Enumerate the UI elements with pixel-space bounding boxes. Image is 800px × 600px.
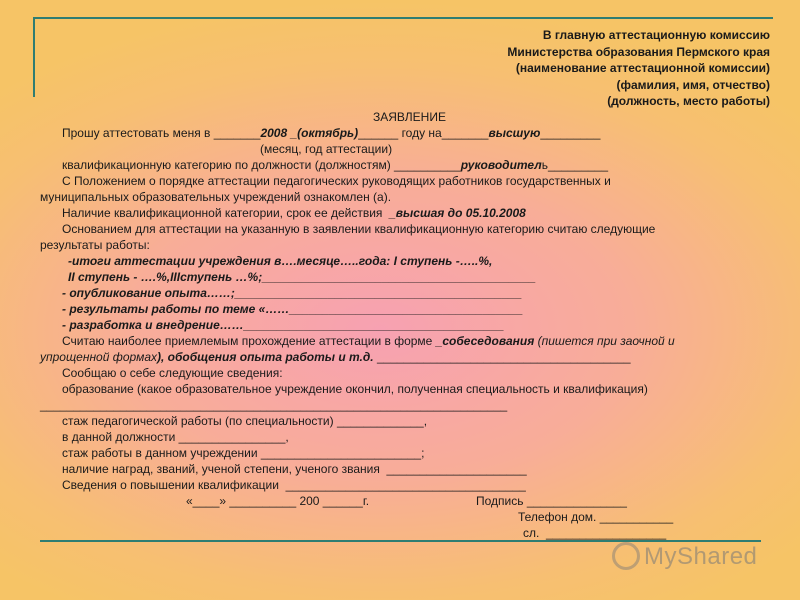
top-rule bbox=[33, 17, 773, 19]
left-rule bbox=[33, 17, 35, 97]
header-ministry: Министерства образования Пермского края bbox=[507, 45, 770, 59]
basis-line-2: результаты работы: bbox=[40, 238, 150, 252]
result-topic-line: - результаты работы по теме «……___________________________________ bbox=[62, 302, 523, 316]
signature-line: Подпись _______________ bbox=[476, 494, 627, 508]
form-line-2: упрощенной формах), обобщения опыта работы и т.д. ______________________________________ bbox=[40, 350, 631, 364]
watermark-text: MyShared bbox=[644, 543, 758, 570]
result-attestation-line: -итоги аттестации учреждения в….месяце…..года: I ступень -…..%, bbox=[68, 254, 493, 268]
education-line: образование (какое образовательное учреждение окончил, полученная специальность и квалификация) bbox=[62, 382, 648, 396]
regulation-line-2: муниципальных образовательных учреждений ознакомлен (а). bbox=[40, 190, 392, 204]
about-self-line: Сообщаю о себе следующие сведения: bbox=[62, 366, 283, 380]
regulation-line-1: С Положением о порядке аттестации педагогических руководящих работников государственных и bbox=[62, 174, 611, 188]
institution-experience-line: стаж работы в данном учреждении ________________________; bbox=[62, 446, 425, 460]
header-commission: В главную аттестационную комиссию bbox=[542, 28, 770, 42]
month-year-hint: (месяц, год аттестации) bbox=[260, 142, 393, 156]
work-phone-line: сл. __________________ bbox=[523, 526, 667, 540]
document-title: ЗАЯВЛЕНИЕ bbox=[373, 110, 446, 124]
teaching-experience-line: стаж педагогической работы (по специальности) _____________, bbox=[62, 414, 428, 428]
result-levels-line: II ступень - ….%,IIIступень …%;_________________________________________ bbox=[68, 270, 536, 284]
category-line: квалификационную категорию по должности (должностям) __________руководитель_________ bbox=[62, 158, 609, 172]
form-line-1: Считаю наиболее приемлемым прохождение аттестации в форме _собеседования (пишется при заочной и bbox=[62, 334, 675, 348]
home-phone-line: Телефон дом. ___________ bbox=[518, 510, 674, 524]
result-development-line: - разработка и внедрение……_______________________________________ bbox=[62, 318, 505, 332]
header-position-hint: (должность, место работы) bbox=[607, 94, 770, 108]
position-experience-line: в данной должности ________________, bbox=[62, 430, 289, 444]
qualification-line: Сведения о повышении квалификации ____________________________________ bbox=[62, 478, 526, 492]
date-line: «____» __________ 200 ______г. bbox=[186, 494, 370, 508]
request-line: Прошу аттестовать меня в _______2008 _(октябрь)______ году на_______высшую_________ bbox=[62, 126, 601, 140]
basis-line-1: Основанием для аттестации на указанную в заявлении квалификационную категорию считаю следующие bbox=[62, 222, 656, 236]
header-commission-name-hint: (наименование аттестационной комиссии) bbox=[515, 61, 770, 75]
watermark-logo bbox=[612, 540, 764, 574]
awards-line: наличие наград, званий, ученой степени, ученого звания _____________________ bbox=[62, 462, 527, 476]
result-publication-line: - опубликование опыта……;___________________________________________ bbox=[62, 286, 522, 300]
header-name-hint: (фамилия, имя, отчество) bbox=[616, 78, 770, 92]
category-validity-line: Наличие квалификационной категории, срок ее действия _высшая до 05.10.2008 bbox=[62, 206, 526, 220]
education-blank-line: ______________________________________________________________________ bbox=[40, 398, 508, 412]
watermark-circle-icon bbox=[612, 542, 640, 570]
